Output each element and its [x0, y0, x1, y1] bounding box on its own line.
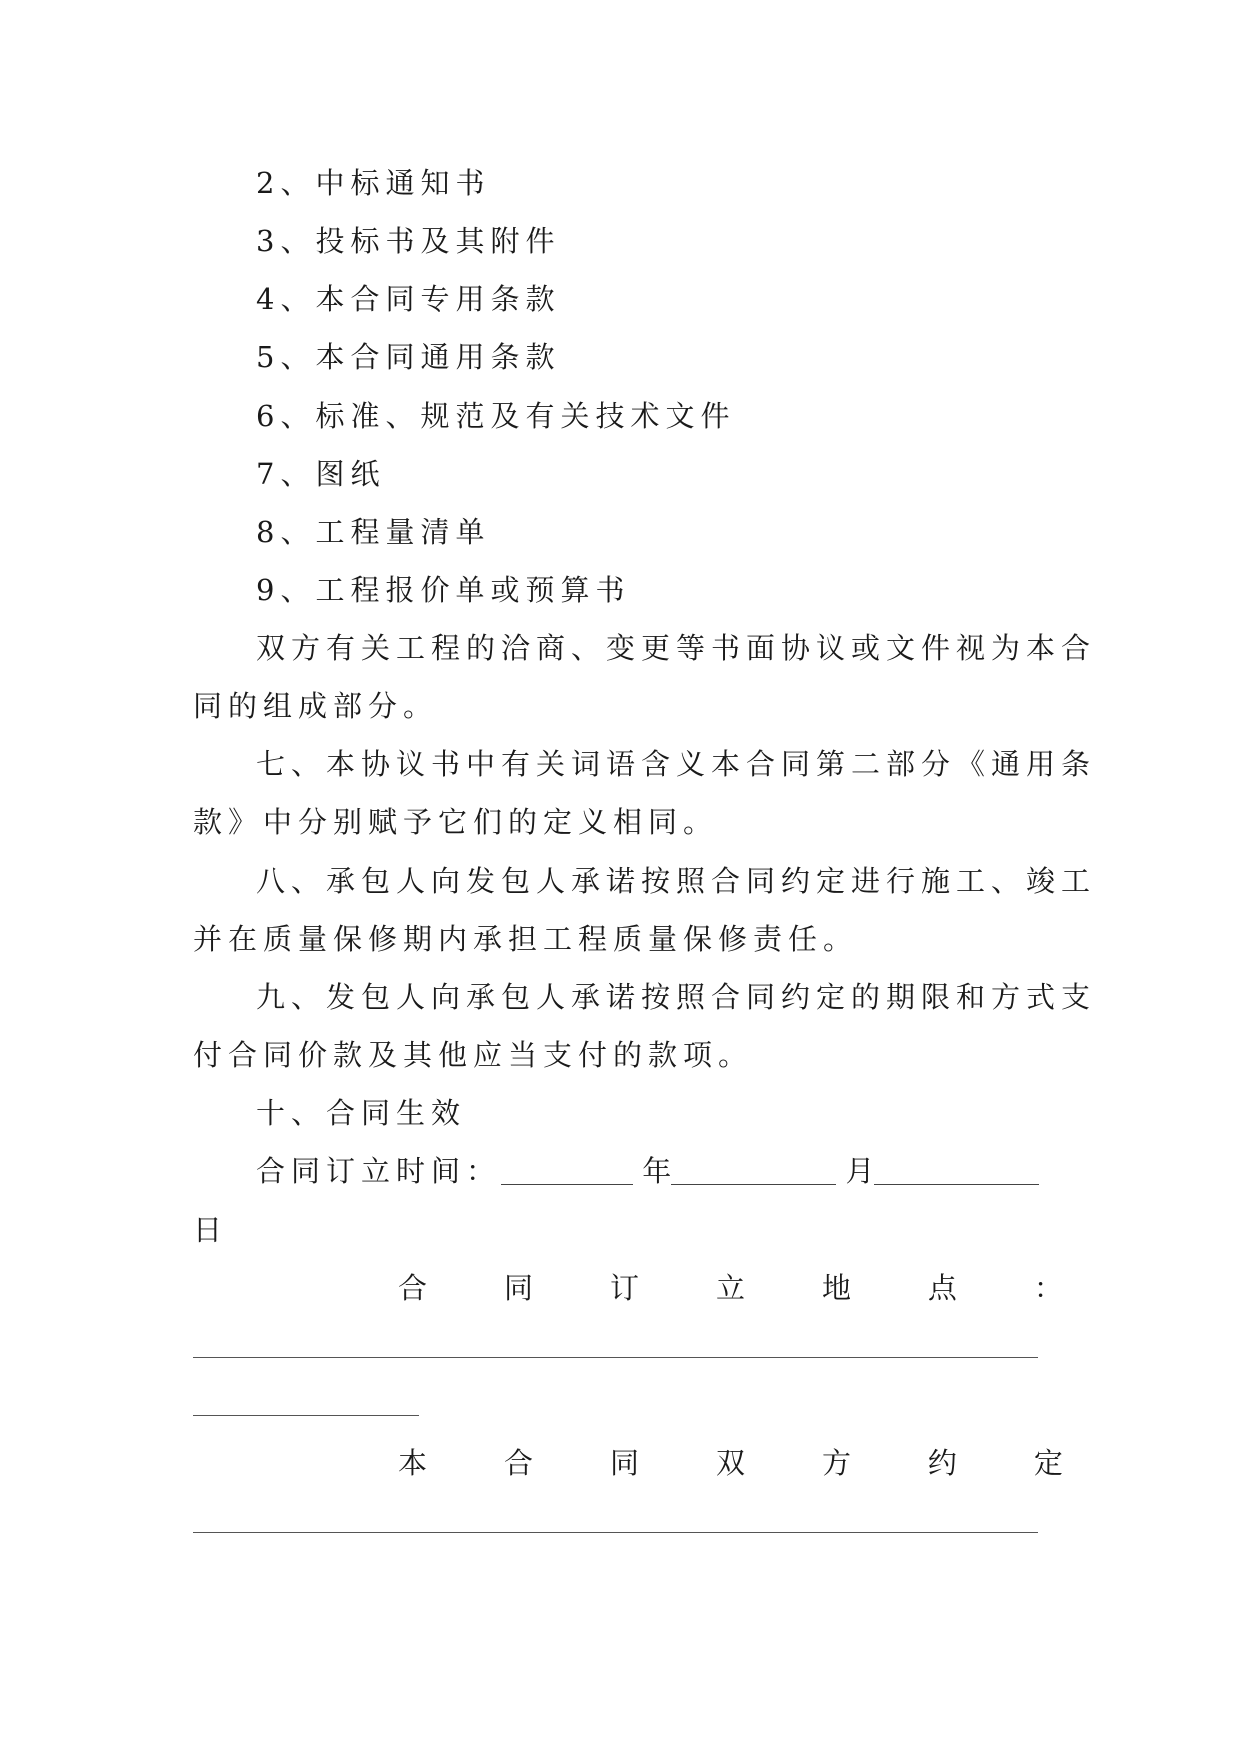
- day-label: 日: [193, 1213, 229, 1247]
- contract-place-label: 合 同 订 立 地 点 ：: [398, 1271, 1063, 1305]
- clause-8-line1: 八、承包人向发包人承诺按照合同约定进行施工、竣工: [256, 864, 1097, 898]
- contract-time-label: 合同订立时间：: [256, 1154, 502, 1188]
- paragraph-bilateral-line1: 双方有关工程的洽商、变更等书面协议或文件视为本合: [256, 631, 1097, 665]
- list-item: 4、本合同专用条款: [256, 282, 561, 316]
- contract-time-row: [256, 1151, 1063, 1191]
- list-item: 6、标准、规范及有关技术文件: [256, 399, 736, 433]
- clause-7-line2: 款》中分别赋予它们的定义相同。: [193, 805, 719, 839]
- clause-7-line1: 七、本协议书中有关词语含义本合同第二部分《通用条: [256, 747, 1097, 781]
- place-blank-line1: [193, 1357, 1038, 1358]
- clause-9-line1: 九、发包人向承包人承诺按照合同约定的期限和方式支: [256, 980, 1097, 1014]
- agreement-label: 本 合 同 双 方 约 定: [398, 1446, 1063, 1480]
- year-blank: [501, 1156, 633, 1185]
- month-label: 月: [845, 1154, 875, 1188]
- place-blank-line2: [193, 1415, 419, 1416]
- clause-10-title: 十、合同生效: [256, 1096, 467, 1130]
- list-item: 8、工程量清单: [256, 515, 491, 549]
- month-blank: [671, 1156, 836, 1185]
- year-label: 年: [642, 1154, 672, 1188]
- day-blank: [874, 1156, 1039, 1185]
- clause-9-line2: 付合同价款及其他应当支付的款项。: [193, 1038, 754, 1072]
- list-item: 2、中标通知书: [256, 166, 491, 200]
- list-item: 7、图纸: [256, 457, 386, 491]
- paragraph-bilateral-line2: 同的组成部分。: [193, 689, 439, 723]
- agreement-blank-line: [193, 1532, 1038, 1533]
- list-item: 5、本合同通用条款: [256, 340, 561, 374]
- clause-8-line2: 并在质量保修期内承担工程质量保修责任。: [193, 922, 859, 956]
- list-item: 3、投标书及其附件: [256, 224, 561, 258]
- list-item: 9、工程报价单或预算书: [256, 573, 631, 607]
